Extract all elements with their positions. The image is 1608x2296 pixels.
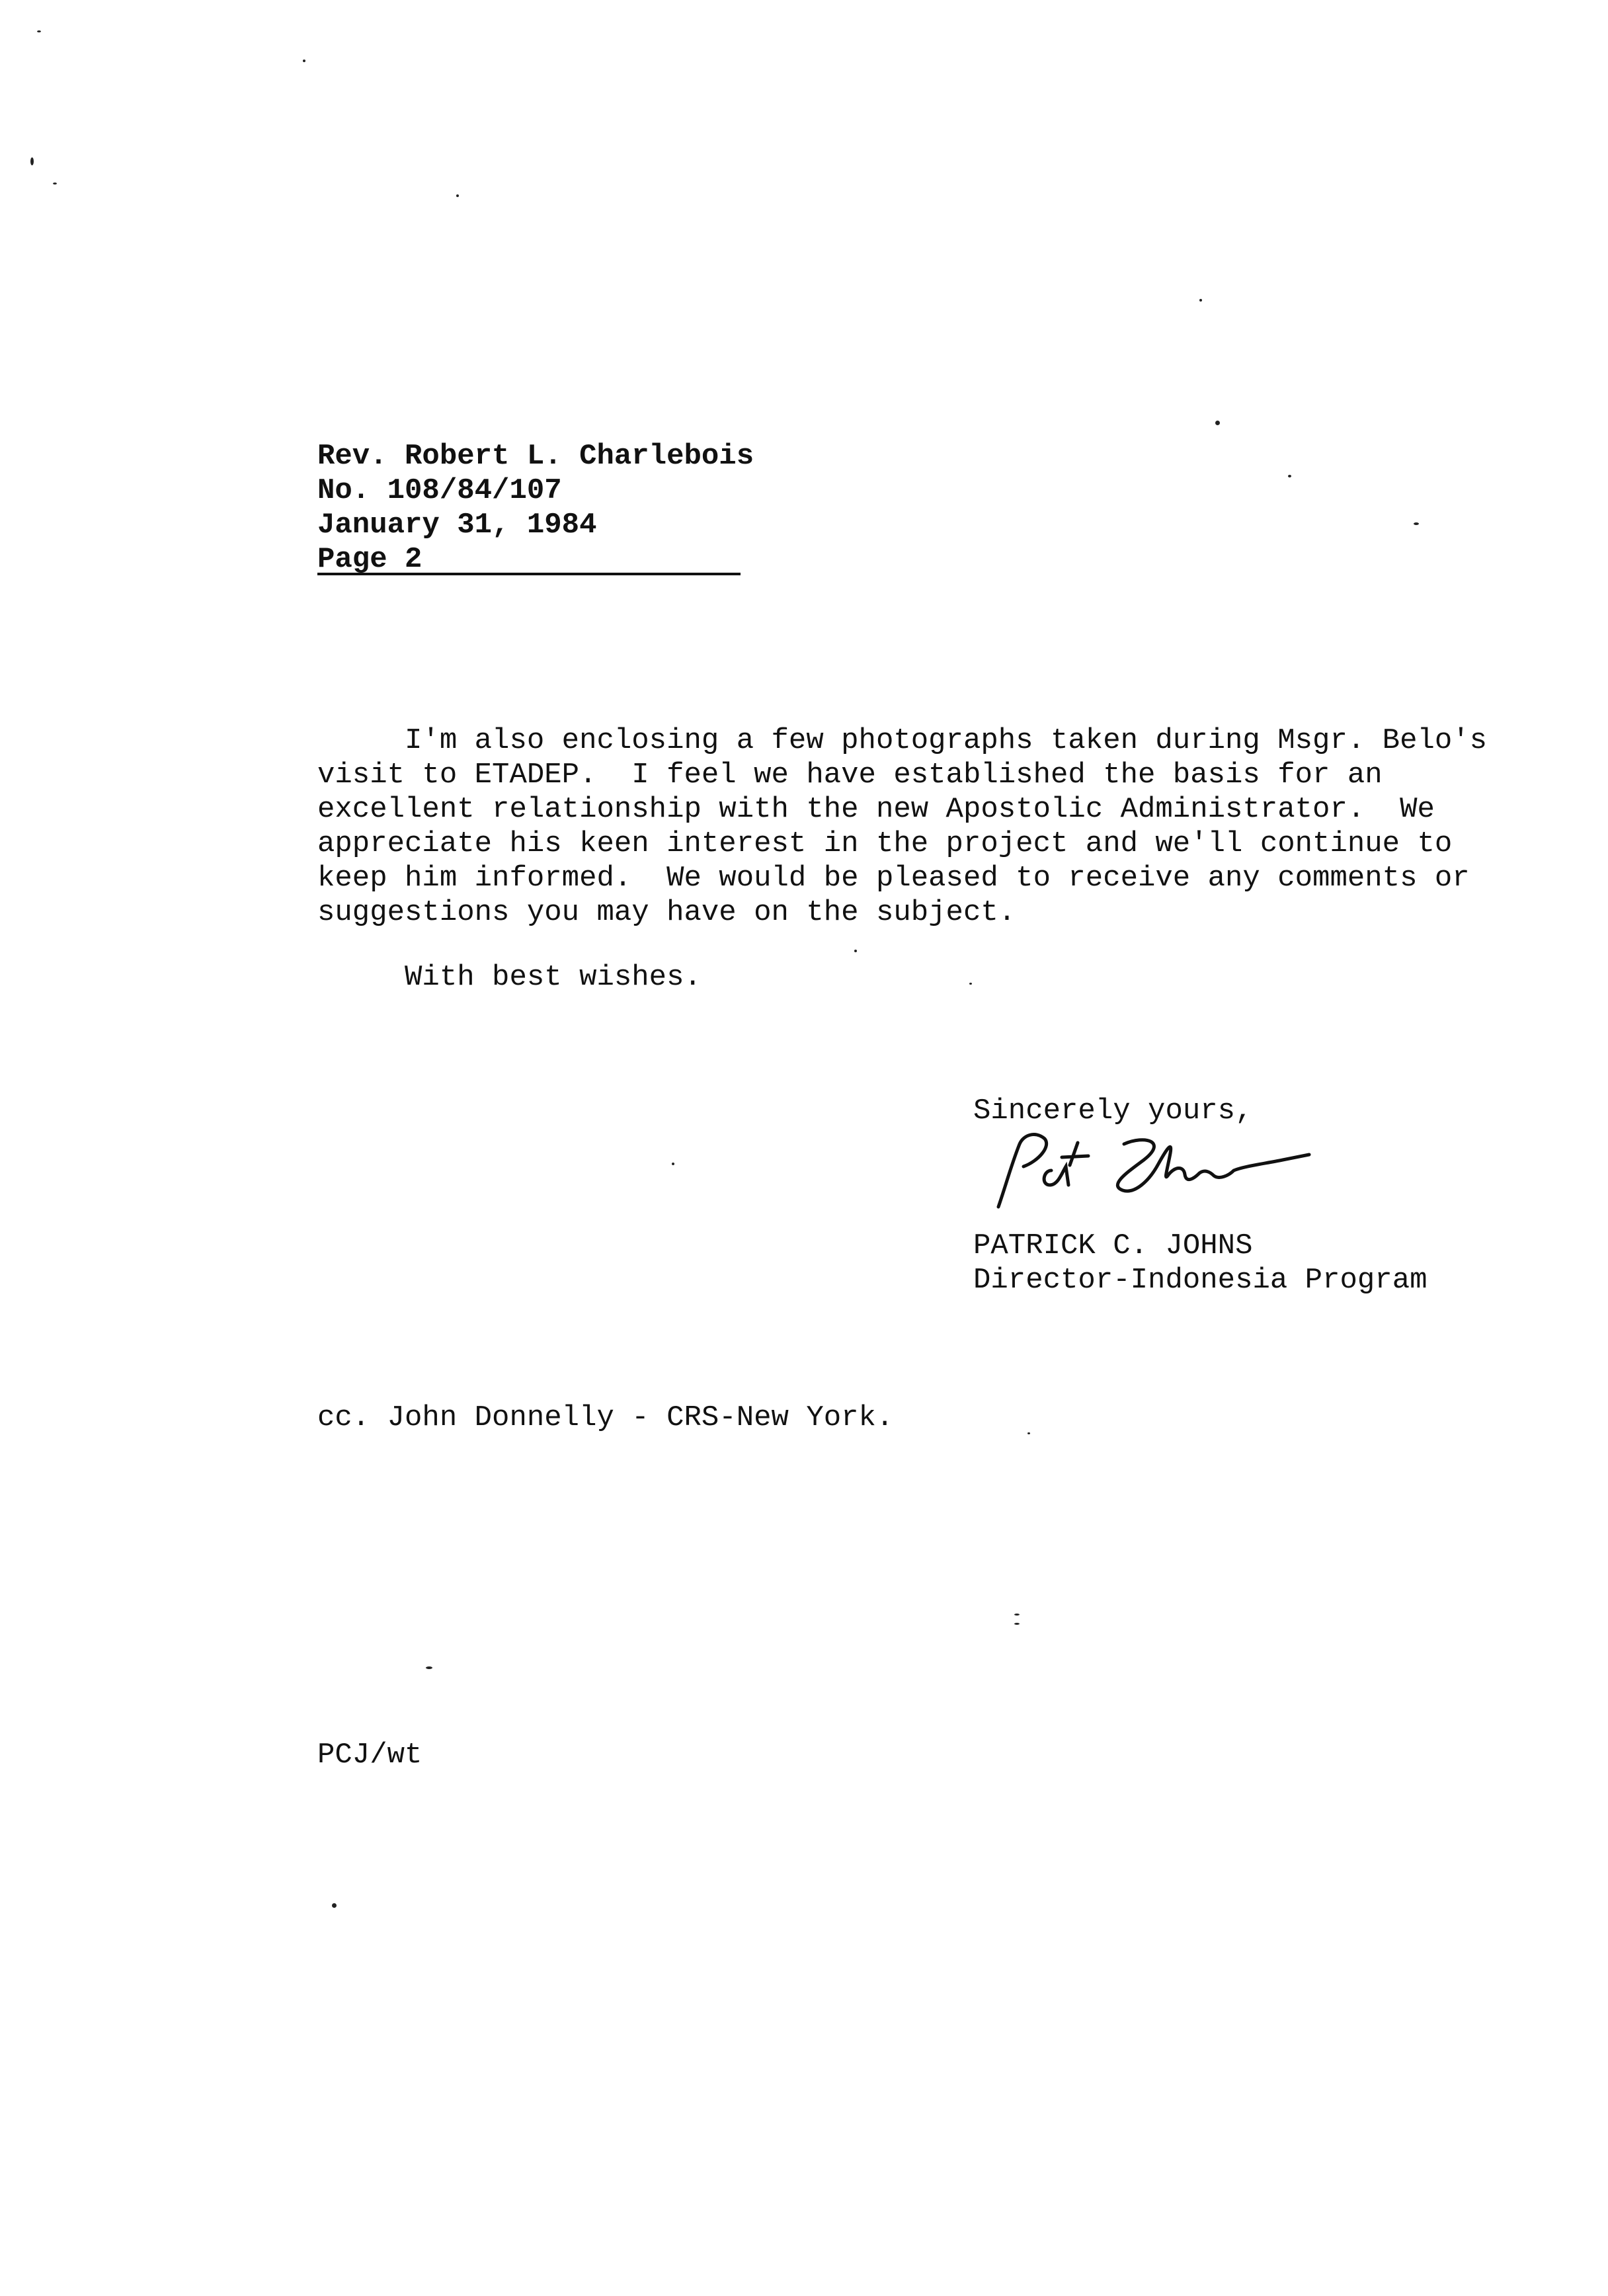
- typist-initials: PCJ/wt: [317, 1739, 422, 1772]
- scan-speck: [332, 1903, 337, 1908]
- scan-speck: [303, 60, 305, 62]
- paragraph-line: keep him informed. We would be pleased to receive any comments or: [317, 862, 1470, 895]
- scan-speck: [854, 950, 857, 952]
- reference-number: No. 108/84/107: [317, 474, 562, 507]
- scan-speck: [1027, 1432, 1030, 1434]
- cc-line: cc. John Donnelly - CRS-New York.: [317, 1401, 894, 1434]
- recipient-name: Rev. Robert L. Charlebois: [317, 440, 754, 473]
- paragraph-line: I'm also enclosing a few photographs taken during Msgr. Belo's: [317, 724, 1488, 757]
- handwritten-signature: [972, 1124, 1316, 1223]
- page-number: Page 2: [317, 543, 422, 576]
- scan-speck: [426, 1666, 432, 1669]
- paragraph-line: excellent relationship with the new Apostolic Administrator. We: [317, 793, 1435, 826]
- signer-title: Director-Indonesia Program: [973, 1264, 1427, 1297]
- closing-wish: With best wishes.: [317, 961, 702, 994]
- scan-speck: [1199, 299, 1202, 302]
- scan-speck: [969, 983, 972, 985]
- scan-speck: [456, 194, 459, 197]
- paragraph-line: appreciate his keen interest in the project and we'll continue to: [317, 827, 1453, 860]
- scan-speck: [672, 1163, 674, 1165]
- scan-speck: [1414, 522, 1419, 525]
- paragraph-line: visit to ETADEP. I feel we have established the basis for an: [317, 758, 1383, 792]
- scan-speck: [53, 183, 57, 184]
- scan-speck: [1215, 421, 1220, 425]
- scan-speck: [37, 30, 41, 32]
- scan-speck: [30, 157, 34, 165]
- scan-speck: [1014, 1623, 1020, 1625]
- signer-name: PATRICK C. JOHNS: [973, 1229, 1253, 1262]
- letter-date: January 31, 1984: [317, 509, 597, 542]
- header-underline: [317, 573, 741, 575]
- paragraph-line: suggestions you may have on the subject.: [317, 896, 1016, 929]
- complimentary-close: Sincerely yours,: [973, 1094, 1253, 1128]
- scan-speck: [1014, 1614, 1020, 1616]
- scan-speck: [1288, 475, 1291, 477]
